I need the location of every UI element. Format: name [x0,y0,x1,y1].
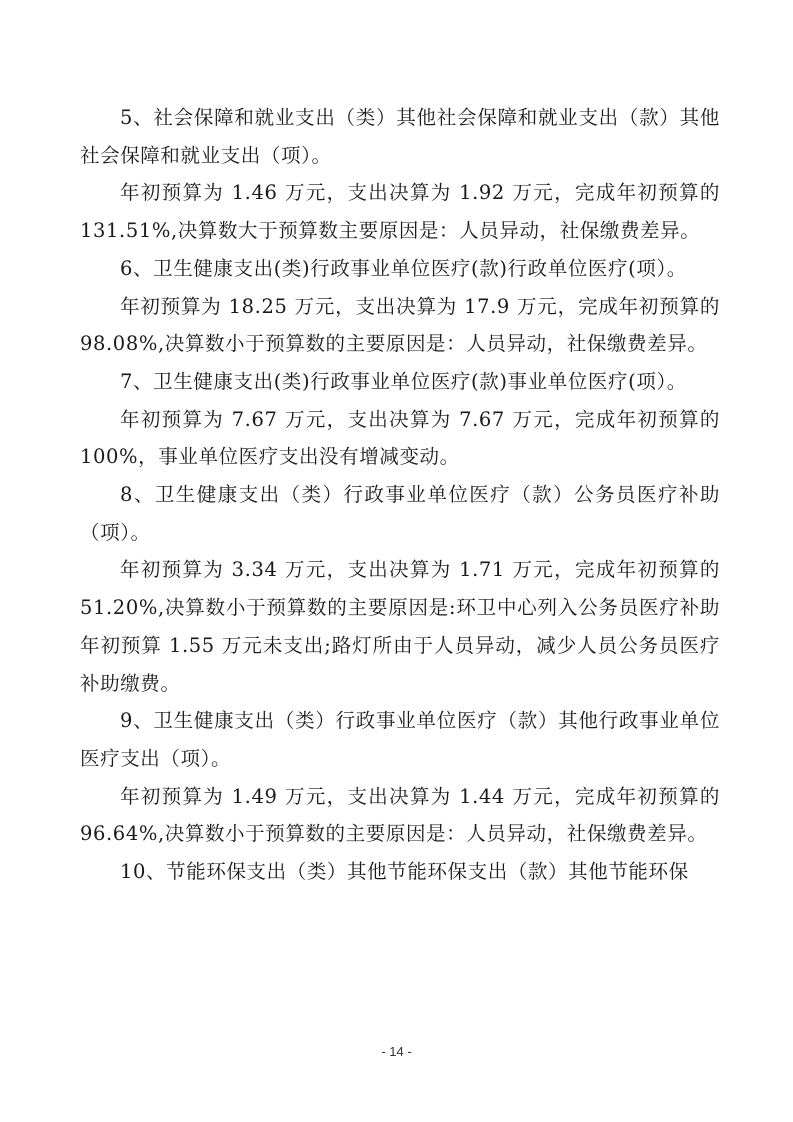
paragraph-item-10-title: 10、节能环保支出（类）其他节能环保支出（款）其他节能环保 [120,860,689,884]
paragraph-item-6-detail: 年初预算为 18.25 万元，支出决算为 17.9 万元，完成年初预算的 98.08%,决算数小于预算数的主要原因是：人员异动，社保缴费差异。 [80,294,720,356]
paragraph-item-5-title: 5、社会保障和就业支出（类）其他社会保障和就业支出（款）其他社会保障和就业支出（项）。 [80,106,720,167]
paragraph-item-9-title: 9、卫生健康支出（类）行政事业单位医疗（款）其他行政事业单位医疗支出（项）。 [80,709,720,770]
paragraph-item-8-detail: 年初预算为 3.34 万元，支出决算为 1.71 万元，完成年初预算的 51.20%,决算数小于预算数的主要原因是:环卫中心列入公务员医疗补助年初预算 1.55 万元未支出;路灯所由于人员异动，减少人员公务员医疗补助缴费。 [80,558,720,695]
paragraph-item-9-detail: 年初预算为 1.49 万元，支出决算为 1.44 万元，完成年初预算的 96.64%,决算数小于预算数的主要原因是：人员异动，社保缴费差异。 [80,784,720,846]
paragraph-item-6-title: 6、卫生健康支出(类)行政事业单位医疗(款)行政单位医疗(项）。 [120,256,687,280]
paragraph-item-8-title: 8、卫生健康支出（类）行政事业单位医疗（款）公务员医疗补助（项）。 [80,483,720,544]
paragraph-item-5-detail: 年初预算为 1.46 万元，支出决算为 1.92 万元，完成年初预算的 131.51%,决算数大于预算数主要原因是：人员异动，社保缴费差异。 [80,181,720,243]
body-text [80,99,720,891]
paragraph-item-7-detail: 年初预算为 7.67 万元，支出决算为 7.67 万元，完成年初预算的 100%，事业单位医疗支出没有增减变动。 [80,407,720,469]
page-number: - 14 - [381,1044,412,1059]
paragraph-item-7-title: 7、卫生健康支出(类)行政事业单位医疗(款)事业单位医疗(项）。 [120,369,687,393]
